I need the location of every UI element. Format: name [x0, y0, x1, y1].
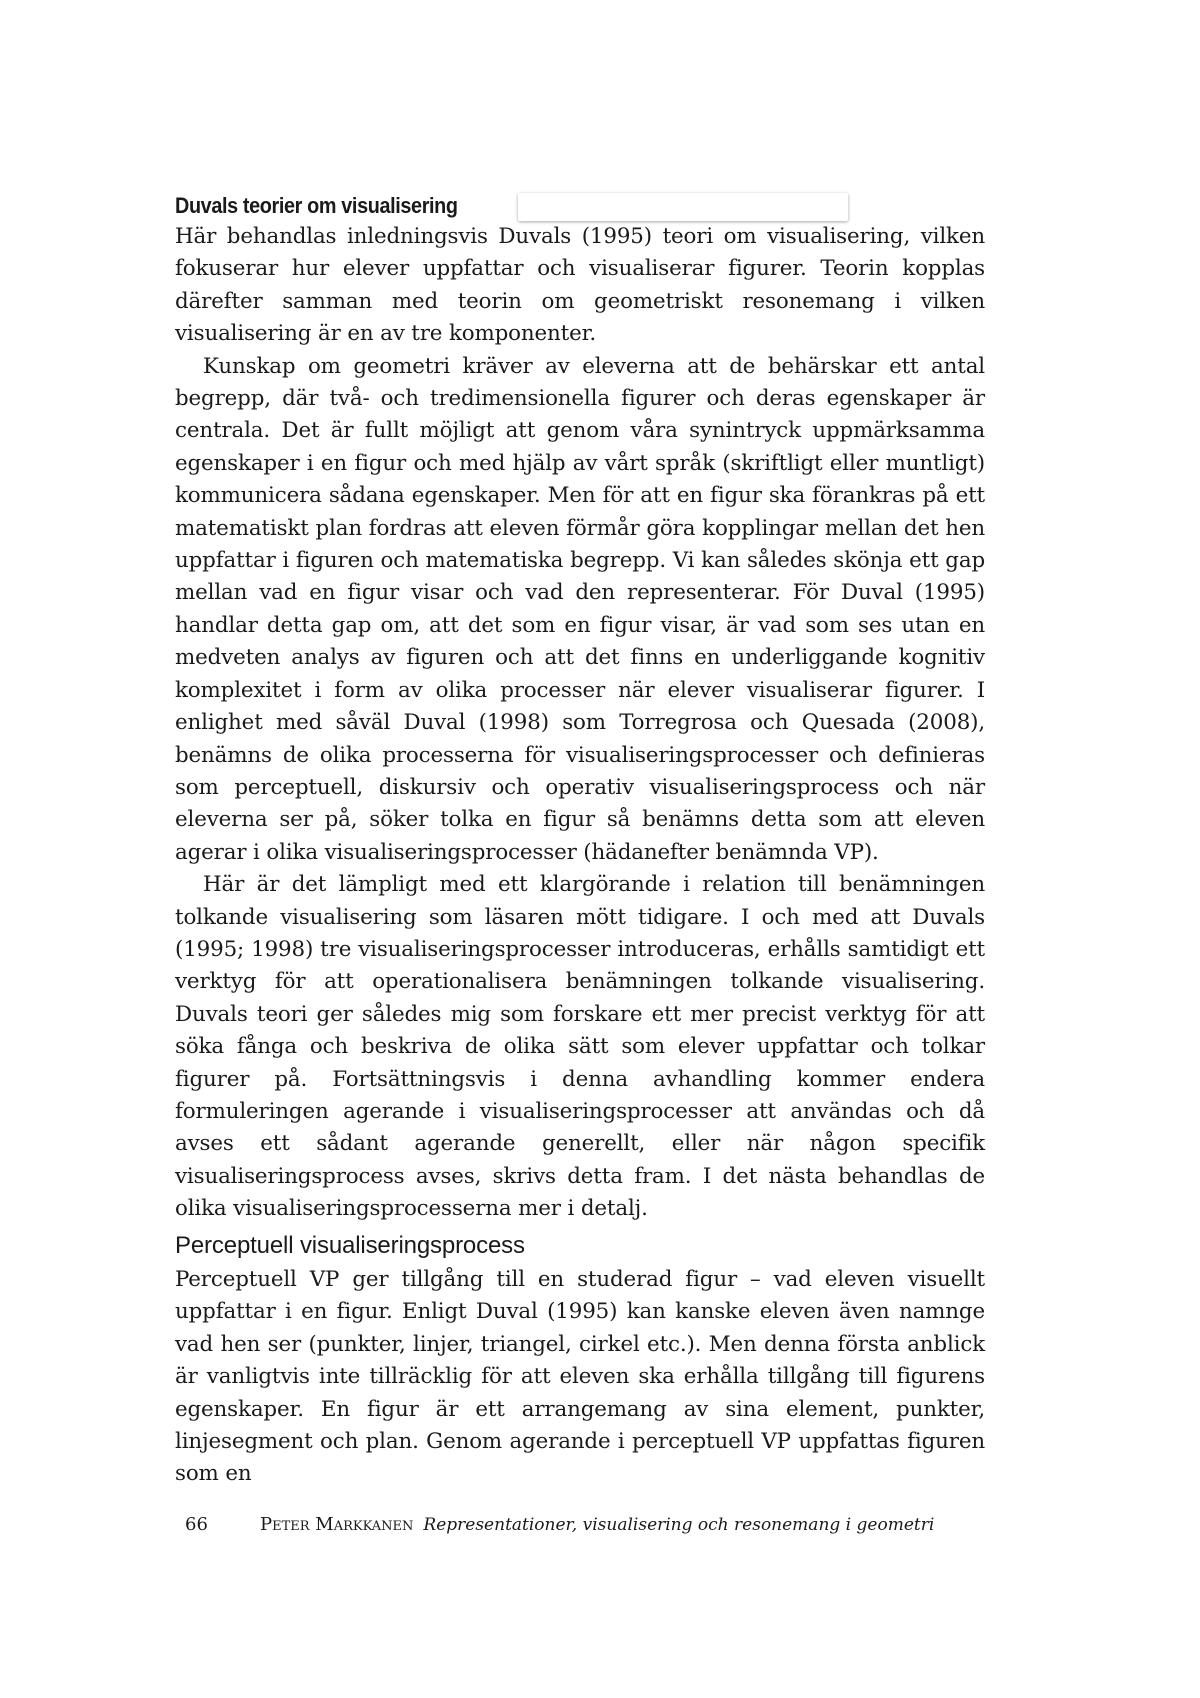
- footer-book-title: Representationer, visualisering och resonemang i geometri: [423, 1515, 935, 1535]
- subsection-heading: Perceptuell visualiseringsprocess: [175, 1232, 525, 1259]
- paragraph: Perceptuell VP ger tillgång till en studerad figur – vad eleven visuellt uppfattar i en figur. Enligt Duval (1995) kan kanske eleven även namnge vad hen ser (punkter, linjer, triangel, cirkel etc.). Men denna första anblick är vanligtvis inte tillräcklig för att eleven ska erhålla tillgång till figurens egenskaper. En figur är ett arrangemang av sina element, punkter, linjesegment och plan. Genom agerande i perceptuell VP uppfattas figuren som en: [175, 1267, 985, 1487]
- page-number: 66: [185, 1514, 208, 1535]
- paragraph: Här behandlas inledningsvis Duvals (1995) teori om visualisering, vilken fokuserar hur elever uppfattar och visualiserar figurer. Teorin kopplas därefter samman med teorin om geometriskt resonemang i vilken visualisering är en av tre komponenter.: [175, 224, 985, 347]
- section-heading: Duvals teorier om visualisering: [175, 193, 458, 218]
- page-footer: [185, 1510, 985, 1540]
- subsection-perceptual: [175, 1230, 985, 1491]
- paragraph: Kunskap om geometri kräver av eleverna att de behärskar ett antal begrepp, där två- och tredimensionella figurer och deras egenskaper är centrala. Det är fullt möjligt att genom våra synintryck uppmärksamma egenskaper i en figur och med hjälp av vårt språk (skriftligt eller muntligt) kommunicera sådana egenskaper. Men för att en figur ska förankras på ett matematiskt plan fordras att eleven förmår göra kopplingar mellan det hen uppfattar i figuren och matematiska begrepp. Vi kan således skönja ett gap mellan vad en figur visar och vad den representerar. För Duval (1995) handlar detta gap om, att det som en figur visar, är vad som ses utan en medveten analys av figuren och att det finns en underliggande kognitiv komplexitet i form av olika processer när elever visualiserar figurer. I enlighet med såväl Duval (1998) som Torregrosa och Quesada (2008), benämns de olika processerna för visualiseringsprocesser och definieras som perceptuell, diskursiv och operativ visualiseringsprocess och när eleverna ser på, söker tolka en figur så benämns detta som att eleven agerar i olika visualiseringsprocesser (hädanefter benämnda VP).: [175, 353, 985, 865]
- section-duval-theory: [175, 191, 985, 1226]
- annotation-box[interactable]: [518, 193, 848, 221]
- paragraph: Här är det lämpligt med ett klargörande i relation till benämningen tolkande visualisering som läsaren mött tidigare. I och med att Duvals (1995; 1998) tre visualiseringsprocesser introduceras, erhålls samtidigt ett verktyg för att operationalisera benämningen tolkande visualisering. Duvals teori ger således mig som forskare ett mer precist verktyg för att söka fånga och beskriva de olika sätt som elever uppfattar och tolkar figurer på. Fortsättningsvis i denna avhandling kommer endera formuleringen agerande i visualiseringsprocesser att användas och då avses ett sådant agerande generellt, eller när någon specifik visualiseringsprocess avses, skrivs detta fram. I det nästa behandlas de olika visualiseringsprocesserna mer i detalj.: [175, 872, 985, 1222]
- footer-author: Peter Markkanen: [260, 1514, 414, 1535]
